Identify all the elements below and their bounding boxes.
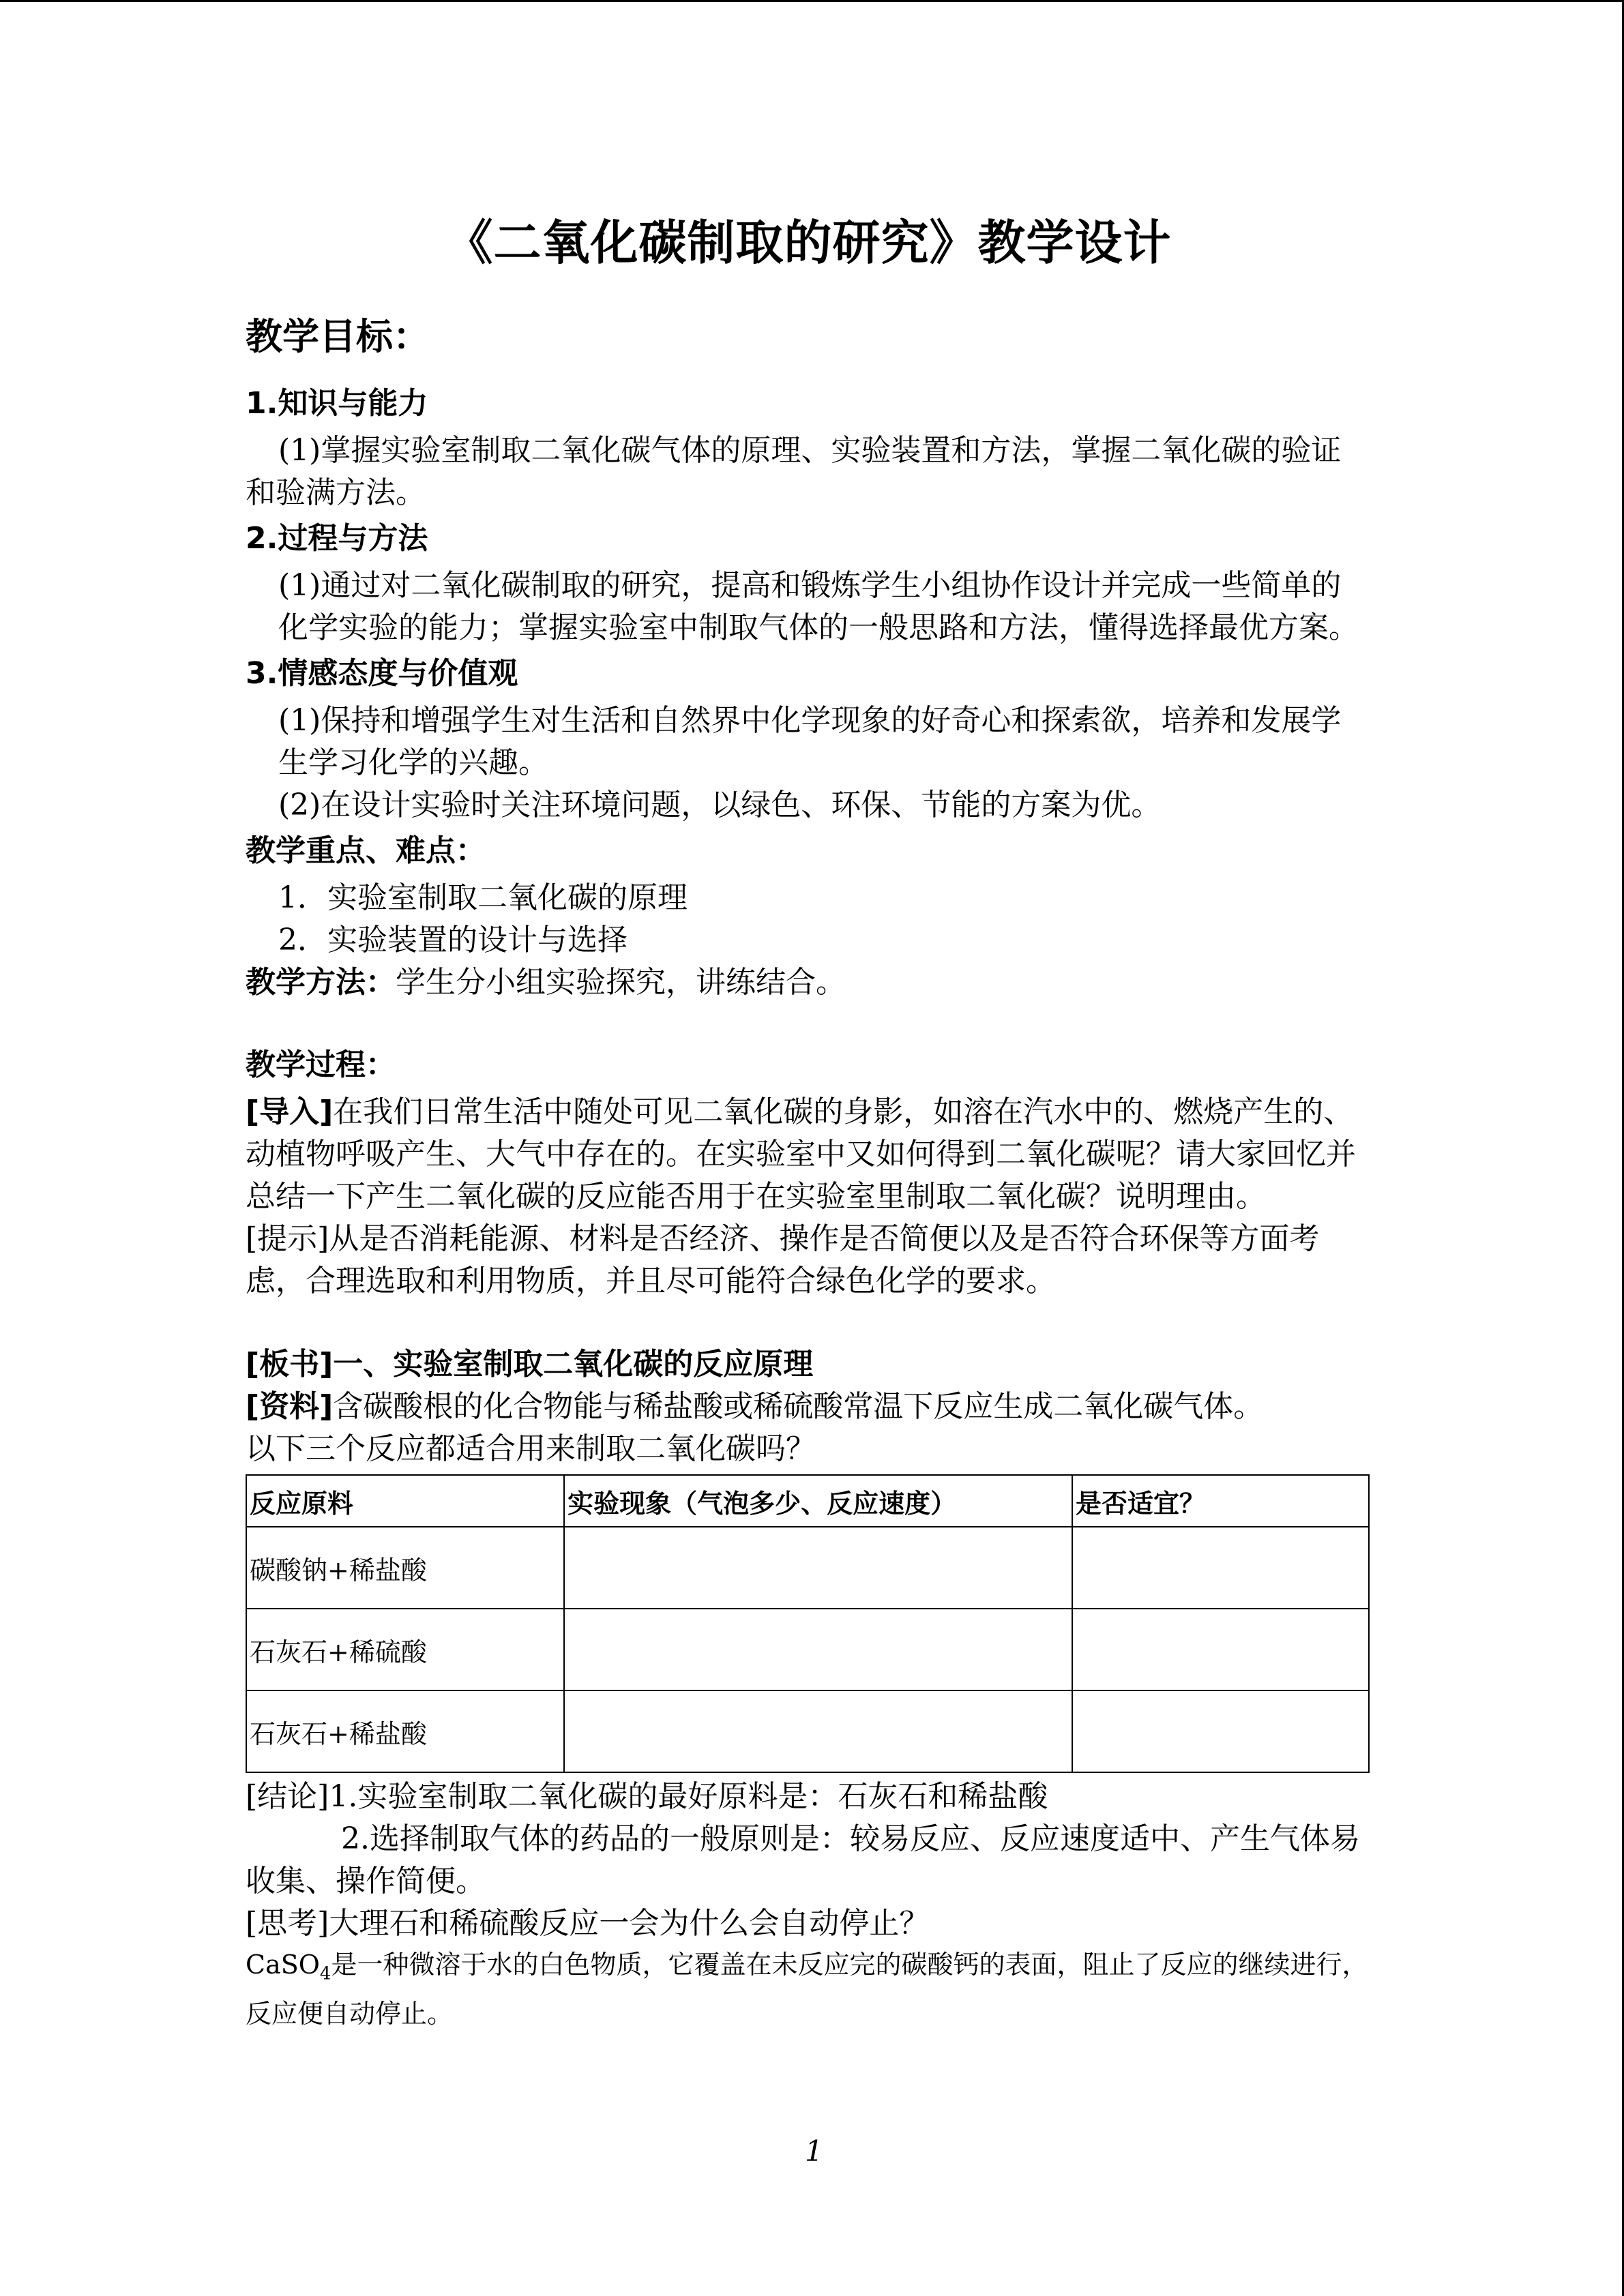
conclusion-item-1: 1.实验室制取二氧化碳的最好原料是：石灰石和稀盐酸 bbox=[329, 1779, 1048, 1814]
hint-paragraph bbox=[246, 1218, 1371, 1302]
think-text: 大理石和稀硫酸反应一会为什么会自动停止？ bbox=[329, 1906, 930, 1941]
table-cell-suitable bbox=[1072, 1527, 1369, 1609]
board-line bbox=[246, 1343, 1371, 1386]
table-cell-material: 碳酸钠+稀盐酸 bbox=[246, 1527, 564, 1609]
answer-text: 是一种微溶于水的白色物质，它覆盖在未反应完的碳酸钙的表面，阻止了反应的继续进行，反应便自动停止。 bbox=[246, 1950, 1368, 2029]
conclusion-label: [结论] bbox=[246, 1779, 329, 1814]
knowledge-item-1: (1)掌握实验室制取二氧化碳气体的原理、实验装置和方法，掌握二氧化碳的验证和验满方法。 bbox=[246, 433, 1342, 510]
table-cell-material: 石灰石+稀盐酸 bbox=[246, 1690, 564, 1772]
material-paragraph bbox=[246, 1386, 1371, 1428]
answer-formula: CaSO bbox=[246, 1950, 320, 1980]
method-line bbox=[246, 961, 1371, 1004]
page-border-top bbox=[0, 0, 1624, 2]
table-cell-phenomenon bbox=[564, 1609, 1072, 1690]
key-point-1: 1．实验室制取二氧化碳的原理 bbox=[278, 880, 688, 915]
intro-label: [导入] bbox=[246, 1094, 334, 1129]
emotion-item-2: (2)在设计实验时关注环境问题，以绿色、环保、节能的方案为优。 bbox=[278, 788, 1162, 822]
hint-text: 从是否消耗能源、材料是否经济、操作是否简便以及是否符合环保等方面考虑，合理选取和利用物质，并且尽可能符合绿色化学的要求。 bbox=[246, 1221, 1320, 1298]
board-text: 一、实验室制取二氧化碳的反应原理 bbox=[333, 1347, 814, 1382]
conclusion-line-1 bbox=[246, 1776, 1371, 1818]
table-row bbox=[246, 1690, 1369, 1772]
hint-label: [提示] bbox=[246, 1221, 329, 1256]
board-label: [板书] bbox=[246, 1347, 334, 1382]
table-header-row bbox=[246, 1475, 1369, 1527]
emotion-item-1: (1)保持和增强学生对生活和自然界中化学现象的好奇心和探索欲，培养和发展学生学习化学的兴趣。 bbox=[278, 703, 1342, 780]
teaching-process-heading: 教学过程： bbox=[246, 1047, 396, 1082]
table-row bbox=[246, 1527, 1369, 1609]
table-header-cell: 是否适宜？ bbox=[1072, 1475, 1369, 1527]
intro-paragraph bbox=[246, 1091, 1371, 1218]
process-heading: 2.过程与方法 bbox=[246, 521, 428, 556]
table-row bbox=[246, 1609, 1369, 1690]
think-answer bbox=[246, 1945, 1371, 2033]
table-cell-phenomenon bbox=[564, 1690, 1072, 1772]
material-text: 含碳酸根的化合物能与稀盐酸或稀硫酸常温下反应生成二氧化碳气体。 bbox=[333, 1389, 1264, 1424]
method-label: 教学方法： bbox=[246, 965, 396, 1000]
table-cell-suitable bbox=[1072, 1690, 1369, 1772]
think-label: [思考] bbox=[246, 1906, 329, 1941]
key-points-heading: 教学重点、难点： bbox=[246, 833, 486, 868]
document-body bbox=[246, 191, 1371, 2033]
key-point-2: 2．实验装置的设计与选择 bbox=[278, 923, 628, 957]
table-cell-suitable bbox=[1072, 1609, 1369, 1690]
emotion-heading: 3.情感态度与价值观 bbox=[246, 656, 518, 691]
table-question: 以下三个反应都适合用来制取二氧化碳吗？ bbox=[246, 1431, 816, 1466]
answer-formula-subscript: 4 bbox=[319, 1963, 331, 1984]
material-label: [资料] bbox=[246, 1389, 334, 1424]
table-header-cell: 反应原料 bbox=[246, 1475, 564, 1527]
reaction-table bbox=[246, 1474, 1370, 1773]
method-text: 学生分小组实验探究，讲练结合。 bbox=[396, 965, 846, 1000]
table-cell-material: 石灰石+稀硫酸 bbox=[246, 1609, 564, 1690]
page-number: 1 bbox=[805, 2134, 823, 2168]
conclusion-item-2: 2.选择制取气体的药品的一般原则是：较易反应、反应速度适中、产生气体易收集、操作简便。 bbox=[246, 1821, 1360, 1898]
knowledge-heading: 1.知识与能力 bbox=[246, 386, 428, 421]
intro-text: 在我们日常生活中随处可见二氧化碳的身影，如溶在汽水中的、燃烧产生的、动植物呼吸产生、大气中存在的。在实验室中又如何得到二氧化碳呢？请大家回忆并总结一下产生二氧化碳的反应能否用于在实验室里制取二氧化碳？说明理由。 bbox=[246, 1094, 1356, 1214]
think-line bbox=[246, 1903, 1371, 1945]
objectives-heading: 教学目标： bbox=[246, 315, 430, 358]
process-item-1: (1)通过对二氧化碳制取的研究，提高和锻炼学生小组协作设计并完成一些简单的化学实验的能力；掌握实验室中制取气体的一般思路和方法，懂得选择最优方案。 bbox=[278, 568, 1359, 645]
table-cell-phenomenon bbox=[564, 1527, 1072, 1609]
table-header-cell: 实验现象（气泡多少、反应速度） bbox=[564, 1475, 1072, 1527]
page-title: 《二氧化碳制取的研究》教学设计 bbox=[445, 215, 1172, 271]
